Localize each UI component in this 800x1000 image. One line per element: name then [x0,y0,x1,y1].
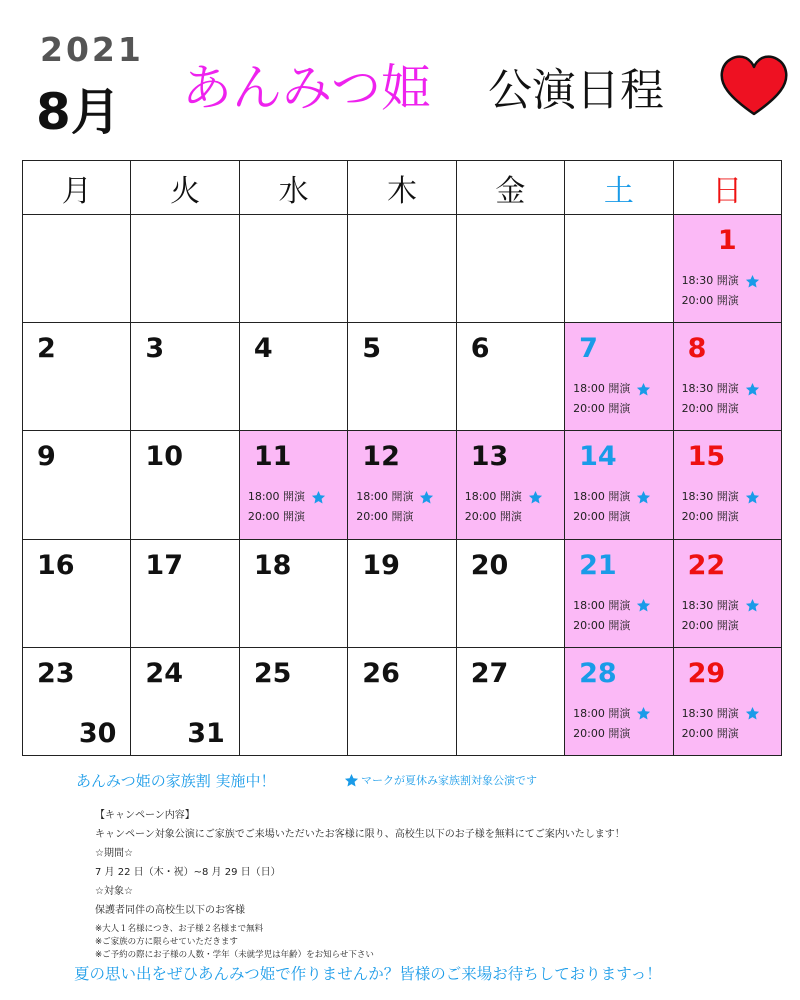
day-number: 23 [37,657,75,689]
showtime [682,724,760,744]
showtime [682,616,760,636]
star-icon [636,490,651,505]
star-icon [745,490,760,505]
calendar-day-cell [674,540,782,648]
showtime [682,379,760,399]
showtime [573,704,651,724]
heart-icon [718,54,790,118]
showtime [248,507,326,527]
calendar-day-cell [240,431,348,539]
showtime-text: 18:30 開演 [681,598,739,612]
day-number: 8 [687,333,707,365]
day-number: 16 [37,549,75,581]
showtime-text: 18:00 開演 [247,490,306,504]
calendar-day-cell [131,648,239,756]
day-number: 15 [687,441,726,473]
showtime [573,379,651,399]
calendar-day-cell [23,215,131,323]
calendar-day-cell [457,540,565,648]
day-number: 10 [145,441,183,473]
star-icon [636,706,651,721]
calendar-day-cell [457,431,565,539]
showtime [573,507,651,527]
showtime [573,399,651,419]
day-number-secondary: 30 [78,717,117,749]
weekday-thu: 木 [348,161,456,215]
calendar-day-cell [565,648,673,756]
day-number: 18 [253,549,292,581]
calendar-day-cell [565,323,673,431]
day-number: 14 [579,441,617,473]
showtime-text: 18:30 開演 [681,382,739,396]
month: 8月 [36,83,121,141]
calendar-day-cell [131,323,239,431]
calendar-day-cell [674,648,782,756]
page-subtitle: 公演日程 [488,65,664,116]
day-number: 29 [687,657,726,689]
campaign-details [95,806,625,962]
calendar-day-cell [131,540,239,648]
day-number: 19 [362,549,400,581]
showtime-text: 18:00 開演 [573,598,631,612]
day-number: 12 [362,441,400,473]
showtime [573,616,651,636]
weekday-sat: 土 [565,161,673,215]
calendar-day-cell [457,648,565,756]
weekday-sun: 日 [674,161,782,215]
period-heading: ☆期間☆ [95,848,133,859]
star-icon [419,490,434,505]
showtime-text: 20:00 開演 [681,294,739,307]
showtimes [682,596,760,636]
showtime-text: 20:00 開演 [464,510,522,524]
day-number: 6 [470,333,490,365]
day-number: 7 [579,333,598,365]
calendar-day-cell [348,648,456,756]
showtime-text: 18:00 開演 [573,382,631,396]
calendar-day-cell [240,215,348,323]
showtime-text: 20:00 開演 [356,510,414,524]
star-note-text: マークが夏休み家族割対象公演です [361,774,537,787]
calendar-day-cell [457,215,565,323]
showtime-text: 20:00 開演 [573,402,631,416]
calendar-day-cell [23,323,131,431]
calendar-day-cell [23,648,131,756]
calendar-day-cell [674,215,782,323]
weekday-fri: 金 [457,161,565,215]
showtime [682,291,760,311]
day-number: 22 [687,549,726,581]
day-number-secondary: 31 [187,717,225,749]
showtime [465,487,543,507]
promo-title: あんみつ姫の家族割 実施中！ [76,772,276,790]
star-icon [528,490,543,505]
calendar-day-cell [674,431,782,539]
showtimes [248,487,326,527]
calendar-day-cell [348,215,456,323]
day-number: 21 [579,549,617,581]
showtime-text: 20:00 開演 [573,726,631,740]
showtime-text: 18:30 開演 [681,490,739,504]
showtime-text: 18:00 開演 [573,706,631,720]
showtimes [682,487,760,527]
star-icon [745,706,760,721]
star-note [344,772,537,788]
calendar-day-cell [240,648,348,756]
showtime [682,507,760,527]
showtimes [573,487,651,527]
showtime [682,596,760,616]
showtime-text: 20:00 開演 [681,510,739,524]
star-icon [636,598,651,613]
showtime [248,487,326,507]
day-number: 13 [470,441,509,473]
footer-message: 夏の思い出をぜひあんみつ姫で作りませんか？皆様のご来場お待ちしておりますっ！ [74,965,662,983]
calendar-day-cell [131,215,239,323]
campaign-text: キャンペーン対象公演にご家族でご来場いただいたお客様に限り、高校生以下のお子様を無料にてご案内いたします！ [95,829,625,840]
showtime [573,724,651,744]
showtime-text: 20:00 開演 [681,726,739,740]
showtime [573,596,651,616]
showtime-text: 18:00 開演 [356,490,414,504]
calendar-grid [22,160,782,756]
calendar-day-cell [23,540,131,648]
day-number: 24 [145,657,183,689]
calendar-day-cell [131,431,239,539]
star-icon [745,382,760,397]
showtime [356,507,434,527]
calendar-day-cell [23,431,131,539]
star-icon [311,490,326,505]
star-icon [636,382,651,397]
day-number: 2 [37,333,56,365]
showtimes [682,379,760,419]
showtimes [573,704,651,744]
calendar-day-cell [565,215,673,323]
day-number: 11 [253,441,292,473]
showtimes [682,271,760,311]
calendar-day-cell [457,323,565,431]
showtimes [682,704,760,744]
day-number: 9 [37,441,56,473]
showtime-text: 20:00 開演 [573,618,631,632]
target-text: 保護者同伴の高校生以下のお客様 [95,905,245,916]
showtime [356,487,434,507]
day-number: 26 [362,657,400,689]
day-number: 17 [145,549,183,581]
day-number: 5 [362,333,382,365]
calendar-day-cell [348,540,456,648]
star-icon [344,773,359,788]
showtime [465,507,543,527]
showtime-text: 18:30 開演 [681,274,739,287]
page-title: あんみつ姫 [182,59,431,117]
day-number: 3 [145,333,165,365]
calendar-day-cell [348,323,456,431]
star-icon [745,274,760,289]
showtime [682,271,760,291]
showtime-text: 18:00 開演 [573,490,631,504]
showtime-text: 20:00 開演 [247,510,306,524]
showtime [682,487,760,507]
star-icon [745,598,760,613]
showtime-text: 18:30 開演 [681,706,739,720]
day-number: 28 [579,657,617,689]
showtimes [573,379,651,419]
calendar-day-cell [565,431,673,539]
calendar-day-cell [348,431,456,539]
day-number: 1 [717,225,737,256]
period-text: 7 月 22 日（木・祝）~8 月 29 日（日） [95,867,281,878]
showtimes [465,487,543,527]
showtime [573,487,651,507]
calendar [22,160,782,756]
showtimes [573,596,651,636]
note: ※大人１名様につき、お子様２名様まで無料 [95,924,264,934]
weekday-wed: 水 [240,161,348,215]
day-number: 4 [253,333,273,365]
showtimes [356,487,434,527]
day-number: 20 [470,549,509,581]
calendar-day-cell [565,540,673,648]
calendar-day-cell [240,323,348,431]
weekday-mon: 月 [23,161,131,215]
note: ※ご予約の際にお子様の人数・学年（未就学児は年齢）をお知らせ下さい [95,950,374,960]
day-number: 27 [470,657,509,689]
calendar-day-cell [674,323,782,431]
calendar-day-cell [240,540,348,648]
showtime-text: 18:00 開演 [464,490,522,504]
showtime [682,399,760,419]
showtime-text: 20:00 開演 [681,618,739,632]
weekday-tue: 火 [131,161,239,215]
showtime-text: 20:00 開演 [681,402,739,416]
note: ※ご家族の方に限らせていただきます [95,937,238,947]
year: 2021 [40,30,144,69]
campaign-heading: 【キャンペーン内容】 [95,810,195,821]
target-heading: ☆対象☆ [95,886,133,897]
showtime [682,704,760,724]
showtime-text: 20:00 開演 [573,510,631,524]
day-number: 25 [253,657,292,689]
